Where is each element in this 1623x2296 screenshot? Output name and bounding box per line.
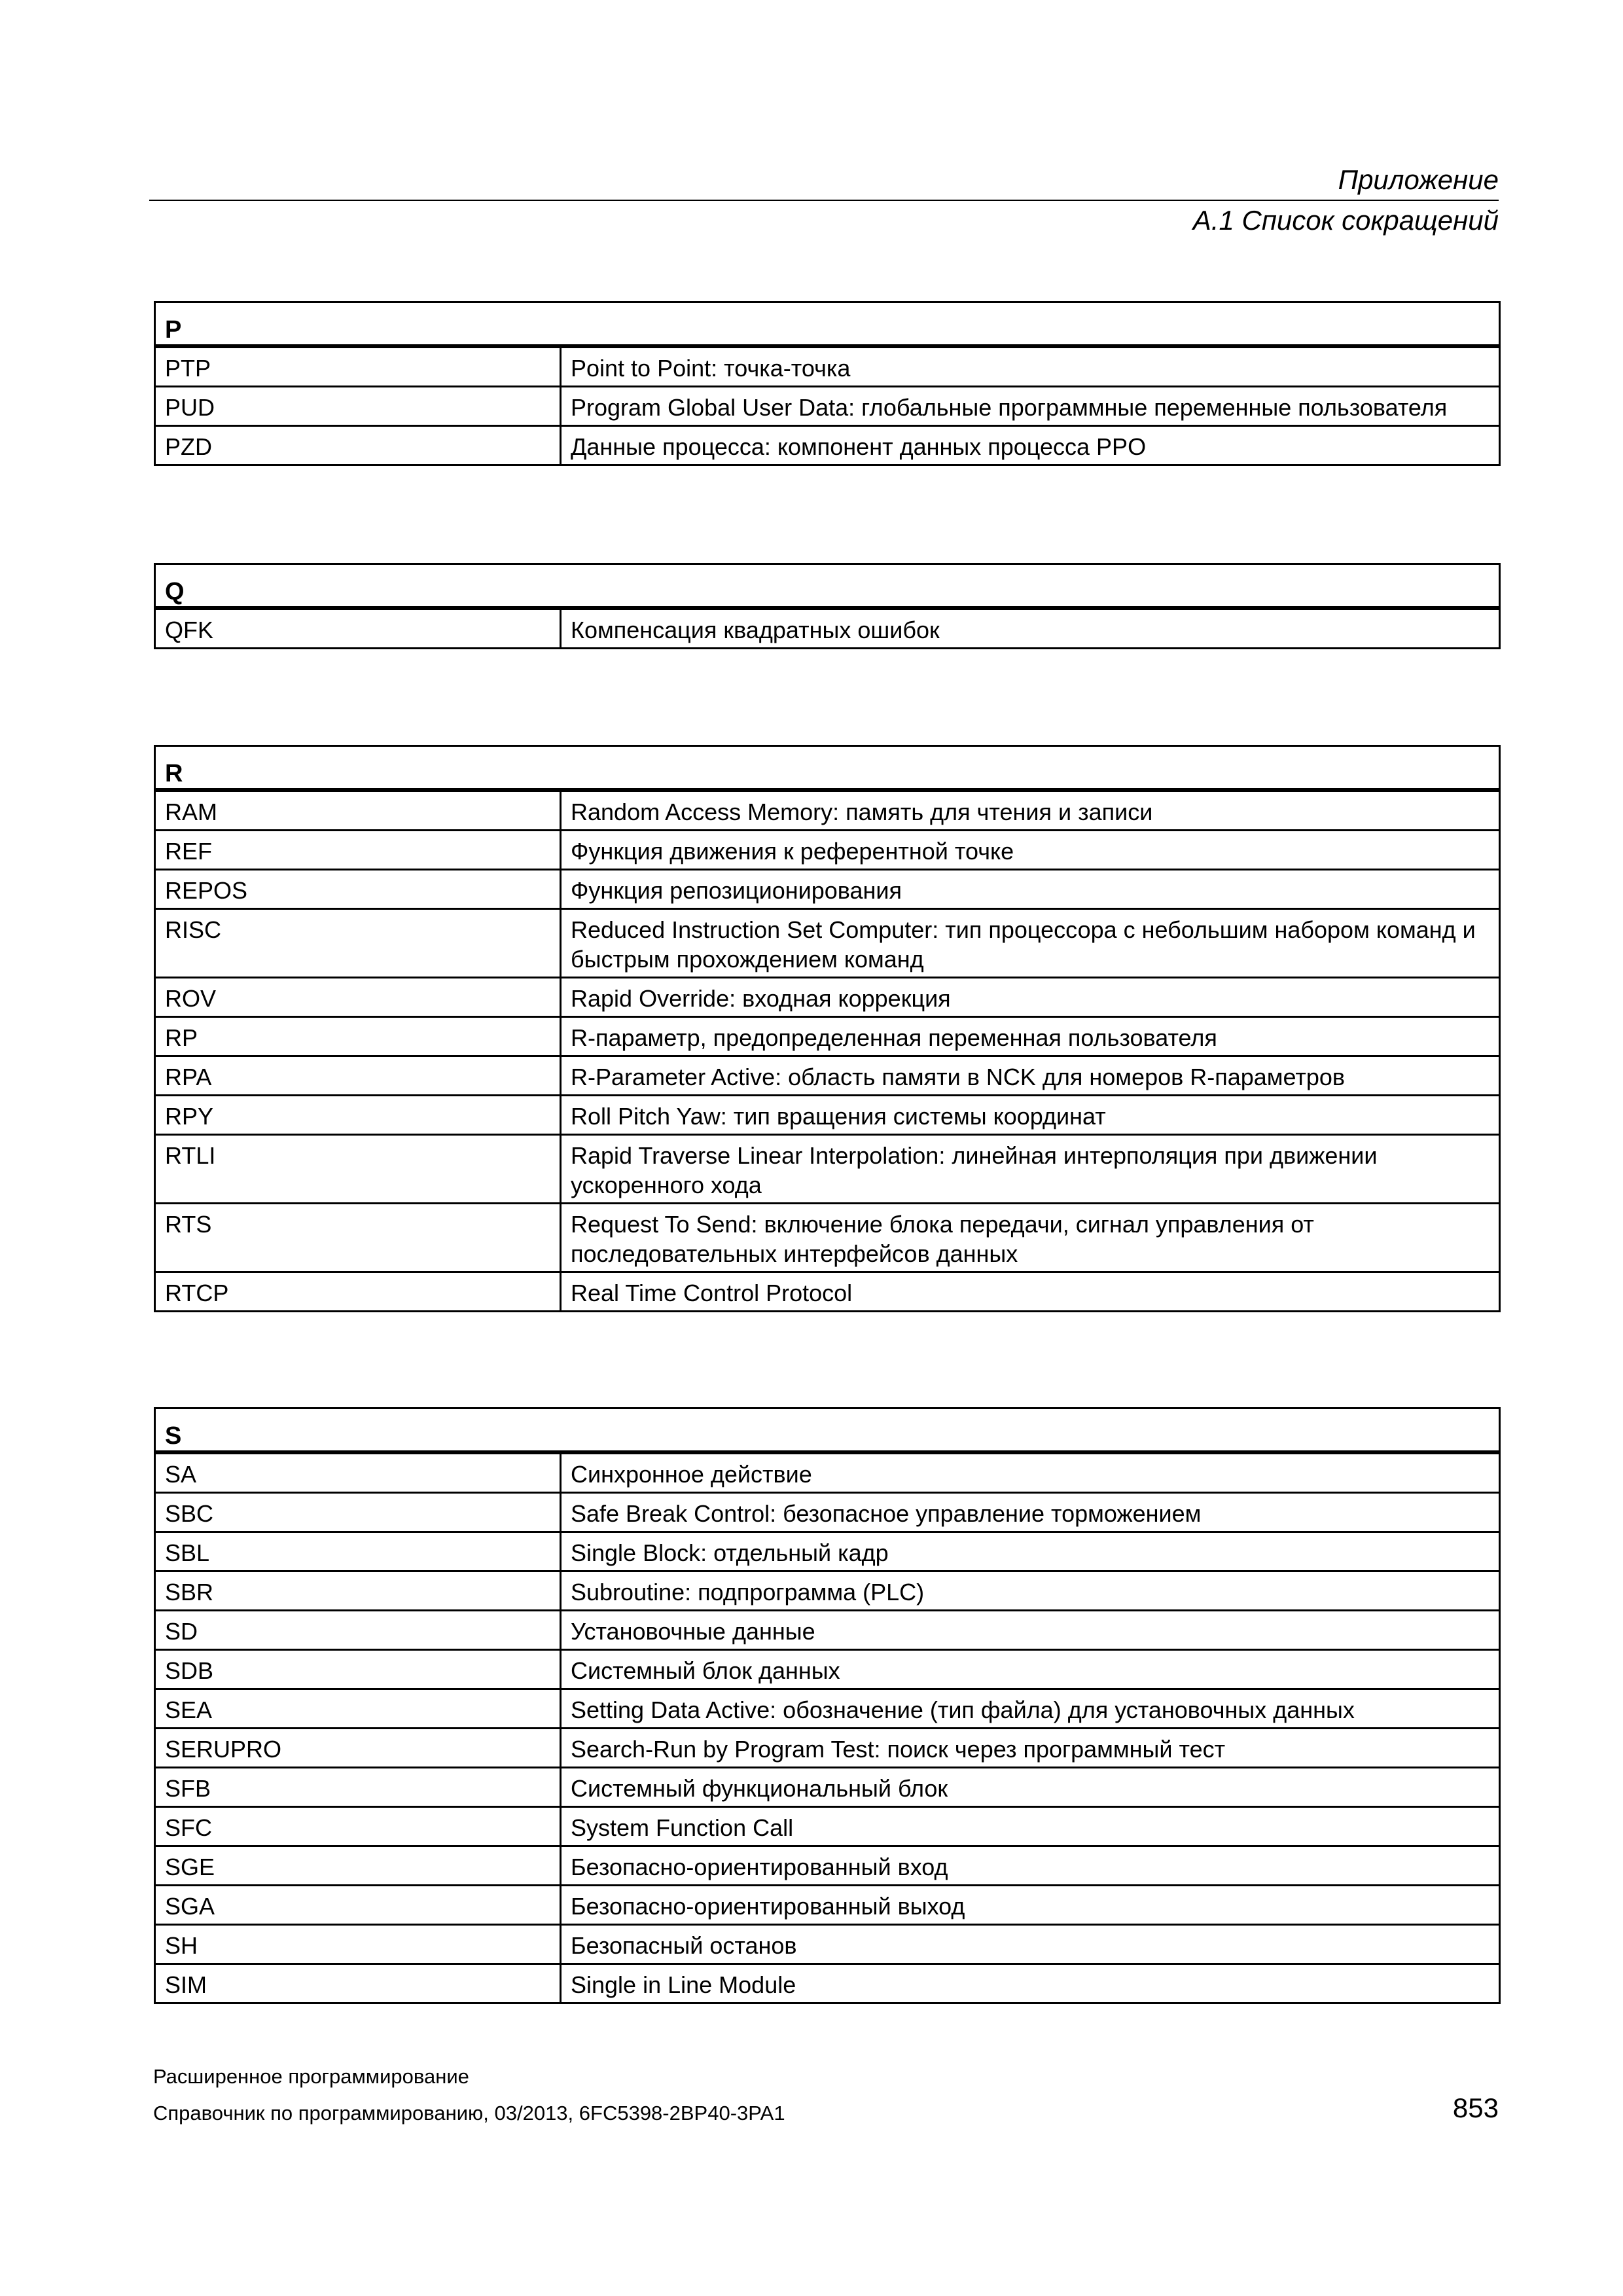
- abbreviation-cell: SD: [155, 1611, 561, 1650]
- table-row: [155, 1846, 1500, 1886]
- abbreviation-cell: RAM: [155, 790, 561, 831]
- definition-cell: Безопасный останов: [561, 1925, 1500, 1964]
- page-number: 853: [1452, 2092, 1499, 2123]
- abbreviation-cell: RP: [155, 1017, 561, 1056]
- definition-cell: Функция движения к референтной точке: [561, 831, 1500, 870]
- definition-cell: Системный функциональный блок: [561, 1768, 1500, 1807]
- abbreviation-cell: SFB: [155, 1768, 561, 1807]
- abbreviation-cell: RPA: [155, 1056, 561, 1096]
- section-header-row: [155, 302, 1500, 347]
- abbreviation-cell: PZD: [155, 426, 561, 465]
- footer-document-title: Расширенное программирование: [153, 2065, 469, 2088]
- definition-cell: Reduced Instruction Set Computer: тип процессора с небольшим набором команд и быстрым прохождением команд: [561, 909, 1500, 978]
- section-letter: S: [155, 1408, 1500, 1453]
- definition-cell: Setting Data Active: обозначение (тип файла) для установочных данных: [561, 1689, 1500, 1729]
- abbreviation-cell: SGE: [155, 1846, 561, 1886]
- abbreviation-cell: RTCP: [155, 1272, 561, 1312]
- abbreviation-cell: RISC: [155, 909, 561, 978]
- table-row: [155, 909, 1500, 978]
- page-header-subtitle: A.1 Список сокращений: [1192, 205, 1499, 236]
- abbreviation-cell: SBC: [155, 1493, 561, 1532]
- abbreviation-cell: REF: [155, 831, 561, 870]
- abbreviation-cell: PUD: [155, 387, 561, 426]
- abbreviation-cell: REPOS: [155, 870, 561, 909]
- definition-cell: Single Block: отдельный кадр: [561, 1532, 1500, 1571]
- table-row: [155, 1017, 1500, 1056]
- header-rule: [149, 200, 1499, 201]
- definition-cell: Point to Point: точка-точка: [561, 346, 1500, 387]
- table-row: [155, 1571, 1500, 1611]
- table-row: [155, 1650, 1500, 1689]
- definition-cell: Rapid Override: входная коррекция: [561, 978, 1500, 1017]
- table-row: [155, 1768, 1500, 1807]
- definition-cell: Request To Send: включение блока передачи, сигнал управления от последовательных интерфейсов данных: [561, 1204, 1500, 1272]
- abbreviation-cell: SEA: [155, 1689, 561, 1729]
- definition-cell: Subroutine: подпрограмма (PLC): [561, 1571, 1500, 1611]
- definition-cell: R-Parameter Active: область памяти в NCK для номеров R-параметров: [561, 1056, 1500, 1096]
- abbreviation-table-s: [154, 1407, 1501, 2004]
- abbreviation-cell: RTLI: [155, 1135, 561, 1204]
- definition-cell: Rapid Traverse Linear Interpolation: линейная интерполяция при движении ускоренного хода: [561, 1135, 1500, 1204]
- definition-cell: Установочные данные: [561, 1611, 1500, 1650]
- definition-cell: Single in Line Module: [561, 1964, 1500, 2003]
- table-row: [155, 1452, 1500, 1493]
- table-row: [155, 346, 1500, 387]
- definition-cell: Безопасно-ориентированный выход: [561, 1886, 1500, 1925]
- abbreviation-table-r: [154, 745, 1501, 1312]
- table-row: [155, 870, 1500, 909]
- abbreviation-cell: SIM: [155, 1964, 561, 2003]
- table-row: [155, 1689, 1500, 1729]
- definition-cell: Системный блок данных: [561, 1650, 1500, 1689]
- definition-cell: Safe Break Control: безопасное управление торможением: [561, 1493, 1500, 1532]
- abbreviation-cell: QFK: [155, 608, 561, 649]
- table-row: [155, 790, 1500, 831]
- definition-cell: R-параметр, предопределенная переменная пользователя: [561, 1017, 1500, 1056]
- table-row: [155, 1964, 1500, 2003]
- definition-cell: Компенсация квадратных ошибок: [561, 608, 1500, 649]
- abbreviation-cell: SH: [155, 1925, 561, 1964]
- abbreviation-cell: SGA: [155, 1886, 561, 1925]
- abbreviation-cell: ROV: [155, 978, 561, 1017]
- abbreviation-cell: SFC: [155, 1807, 561, 1846]
- definition-cell: Real Time Control Protocol: [561, 1272, 1500, 1312]
- abbreviation-cell: SBL: [155, 1532, 561, 1571]
- section-header-row: [155, 564, 1500, 609]
- table-row: [155, 1532, 1500, 1571]
- definition-cell: Random Access Memory: память для чтения и записи: [561, 790, 1500, 831]
- definition-cell: Search-Run by Program Test: поиск через программный тест: [561, 1729, 1500, 1768]
- table-row: [155, 1493, 1500, 1532]
- footer-document-info: Справочник по программированию, 03/2013, 6FC5398-2BP40-3PA1: [153, 2102, 785, 2125]
- section-header-row: [155, 746, 1500, 791]
- section-letter: P: [155, 302, 1500, 347]
- table-row: [155, 1272, 1500, 1312]
- definition-cell: System Function Call: [561, 1807, 1500, 1846]
- definition-cell: Синхронное действие: [561, 1452, 1500, 1493]
- table-row: [155, 1729, 1500, 1768]
- section-header-row: [155, 1408, 1500, 1453]
- table-row: [155, 1925, 1500, 1964]
- abbreviation-cell: SBR: [155, 1571, 561, 1611]
- abbreviation-cell: SA: [155, 1452, 561, 1493]
- abbreviation-table-q: [154, 563, 1501, 649]
- table-row: [155, 1096, 1500, 1135]
- table-row: [155, 1056, 1500, 1096]
- abbreviation-table-p: [154, 301, 1501, 466]
- table-row: [155, 1135, 1500, 1204]
- table-row: [155, 1886, 1500, 1925]
- abbreviation-cell: RPY: [155, 1096, 561, 1135]
- definition-cell: Данные процесса: компонент данных процесса PPO: [561, 426, 1500, 465]
- table-row: [155, 1807, 1500, 1846]
- table-row: [155, 978, 1500, 1017]
- definition-cell: Program Global User Data: глобальные программные переменные пользователя: [561, 387, 1500, 426]
- definition-cell: Безопасно-ориентированный вход: [561, 1846, 1500, 1886]
- table-row: [155, 1611, 1500, 1650]
- table-row: [155, 387, 1500, 426]
- abbreviation-cell: SDB: [155, 1650, 561, 1689]
- abbreviation-cell: PTP: [155, 346, 561, 387]
- table-row: [155, 1204, 1500, 1272]
- section-letter: Q: [155, 564, 1500, 609]
- definition-cell: Функция репозиционирования: [561, 870, 1500, 909]
- abbreviation-cell: SERUPRO: [155, 1729, 561, 1768]
- table-row: [155, 608, 1500, 649]
- table-row: [155, 831, 1500, 870]
- table-row: [155, 426, 1500, 465]
- abbreviation-cell: RTS: [155, 1204, 561, 1272]
- definition-cell: Roll Pitch Yaw: тип вращения системы координат: [561, 1096, 1500, 1135]
- section-letter: R: [155, 746, 1500, 791]
- page-header-title: Приложение: [1338, 164, 1499, 195]
